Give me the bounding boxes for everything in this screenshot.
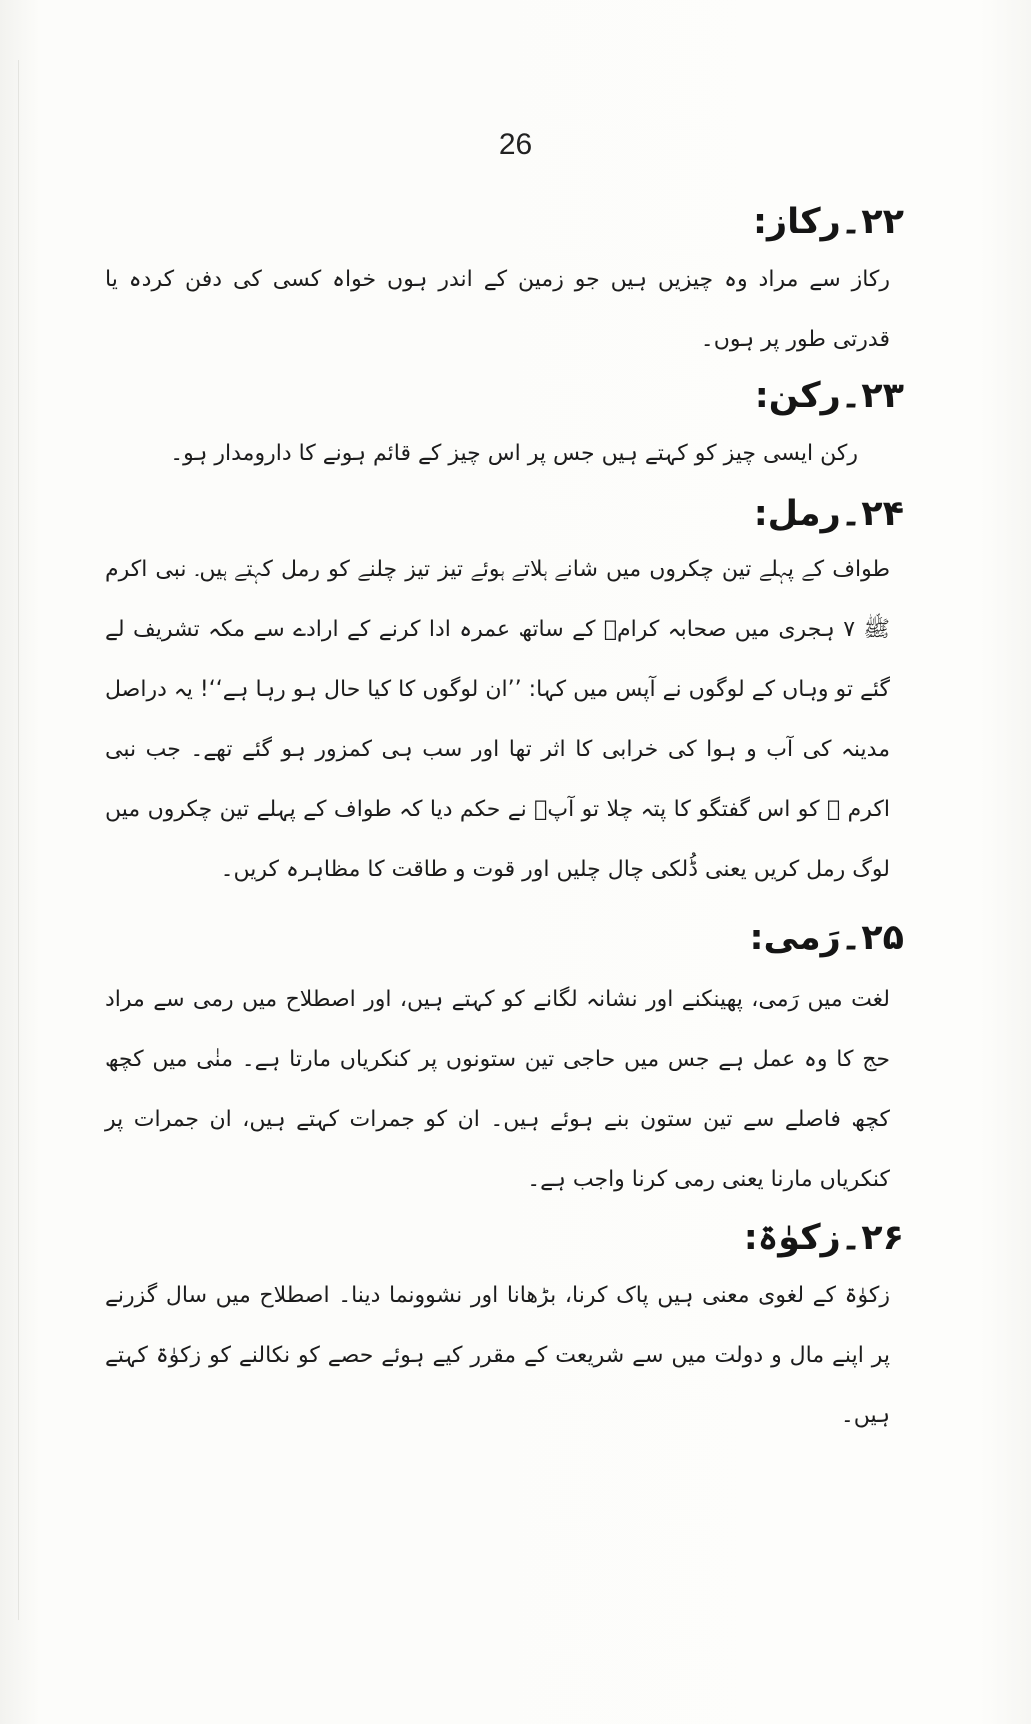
section-text-rikaz: رکاز سے مراد وہ چیزیں ہیں جو زمین کے اندر ہوں خواہ کسی کی دفن کردہ یا قدرتی طور پر ہوں۔ xyxy=(105,267,890,352)
section-text-zakat: زکوٰۃ کے لغوی معنی ہیں پاک کرنا، بڑھانا اور نشوونما دینا۔ اصطلاح میں سال گزرنے پر اپنے مال و دولت میں سے شریعت کے مقرر کیے ہوئے حصے کو نکالنے کو زکوٰۃ کہتے ہیں۔ xyxy=(105,1283,890,1428)
section-heading-raml: ۲۴۔رمل: xyxy=(753,494,904,534)
section-text-rami: لغت میں رَمی، پھینکنے اور نشانہ لگانے کو کہتے ہیں، اور اصطلاح میں رمی سے مراد حج کا وہ عمل ہے جس میں حاجی تین ستونوں پر کنکریاں مارتا ہے۔ منٰی میں کچھ کچھ فاصلے سے تین ستون بنے ہوئے ہیں۔ ان کو جمرات کہتے ہیں، ان جمرات پر کنکریاں مارنا یعنی رمی کرنا واجب ہے۔ xyxy=(105,987,891,1192)
section-heading-rami: ۲۵۔رَمی: xyxy=(749,918,904,958)
section-text-rukn: رکن ایسی چیز کو کہتے ہیں جس پر اس چیز کے قائم ہونے کا دارومدار ہو۔ xyxy=(170,441,858,466)
page-edge-shadow xyxy=(18,60,19,1620)
section-heading-rukn: ۲۳۔رکن: xyxy=(754,376,904,416)
section-heading-rikaz: ۲۲۔رکاز: xyxy=(752,202,904,242)
page-content xyxy=(105,198,910,1446)
section-text-raml: طواف کے پہلے تین چکروں میں شانے ہلاتے ہوئے تیز تیز چلنے کو رمل کہتے ہیں۔ نبی اکرم ﷺ ۷ ہجری میں صحابہ کرامؓ کے ساتھ عمرہ ادا کرنے کے ارادے سے مکہ تشریف لے گئے تو وہاں کے لوگوں نے آپس میں کہا: ’’ان لوگوں کا کیا حال ہو رہا ہے‘‘! یہ دراصل مدینہ کی آب و ہوا کی خرابی کا اثر تھا اور سب ہی کمزور ہو گئے تھے۔ جب نبی اکرم ﷺ کو اس گفتگو کا پتہ چلا تو آپؐ نے حکم دیا کہ طواف کے پہلے تین چکروں میں لوگ رمل کریں یعنی ڈُلکی چال چلیں اور قوت و طاقت کا مظاہرہ کریں۔ xyxy=(105,557,890,882)
section-heading-zakat: ۲۶۔زکوٰۃ: xyxy=(743,1218,904,1258)
page-number: 26 xyxy=(498,128,533,161)
